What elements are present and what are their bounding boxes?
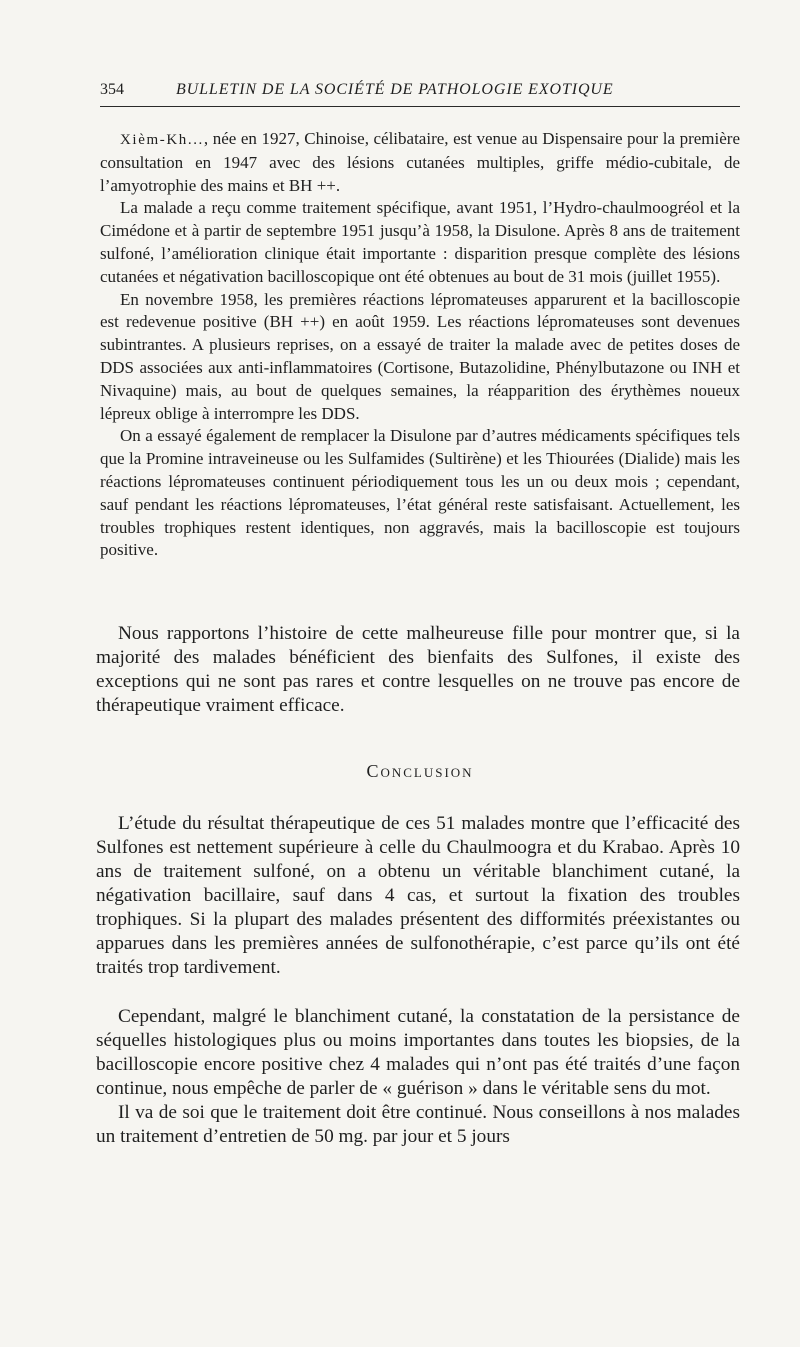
conclusion-paragraph: Il va de soi que le traitement doit être continué. Nous conseillons à nos malades un traitement d’entretien de 50 mg. par jour et 5 jours	[96, 1102, 740, 1147]
journal-title: BULLETIN DE LA SOCIÉTÉ DE PATHOLOGIE EXOTIQUE	[176, 81, 614, 98]
discussion-paragraph: Nous rapportons l’histoire de cette malheureuse fille pour montrer que, si la majorité des malades bénéficient des bienfaits des Sulfones, il existe des exceptions qui ne sont pas rares et contre lesquelles on ne trouve pas encore de thérapeutique vraiment efficace.	[96, 623, 740, 716]
page-number: 354	[100, 81, 124, 98]
header-rule	[100, 106, 740, 107]
case-paragraph: On a essayé également de remplacer la Disulone par d’autres médicaments spécifiques tels que la Promine intraveineuse ou les Sulfamides (Sultirène) et les Thiourées (Dialide) mais les réactions lépromateuses continuent périodiquement tous les un ou deux mois ; cependant, sauf pendant les réactions lépromateuses, l’état général reste satisfaisant. Actuellement, les troubles trophiques restent identiques, non aggravés, mais la bacilloscopie est toujours positive.	[100, 426, 740, 560]
conclusion-paragraph: Cependant, malgré le blanchiment cutané, la constatation de la persistance de séquelles histologiques plus ou moins importantes dans toutes les biopsies, de la bacilloscopie encore positive chez 4 malades qui n’ont pas été traités d’une façon continue, nous empêche de parler de « guérison » dans le véritable sens du mot.	[96, 1006, 740, 1099]
conclusion-body	[96, 812, 740, 980]
case-paragraph	[100, 128, 740, 197]
discussion	[96, 622, 740, 718]
case-paragraph: La malade a reçu comme traitement spécifique, avant 1951, l’Hydro-chaulmoogréol et la Cimédone et à partir de septembre 1951 jusqu’à 1958, la Disulone. Après 8 ans de traitement sulfoné, l’amélioration clinique était importante : disparition presque complète des lésions cutanées et négativation bacilloscopique ont été obtenues au bout de 31 mois (juillet 1955).	[100, 198, 740, 286]
conclusion-paragraph: L’étude du résultat thérapeutique de ces 51 malades montre que l’efficacité des Sulfones est nettement supérieure à celle du Chaulmoogra et du Krabao. Après 10 ans de traitement sulfoné, on a obtenu un véritable blanchiment cutané, la négativation bacillaire, sauf dans 4 cas, et surtout la fixation des troubles trophiques. Si la plupart des malades présentent des difformités préexistantes ou apparues dans les premières années de sulfonothérapie, c’est parce qu’ils ont été traités trop tardivement.	[96, 813, 740, 978]
running-header	[100, 80, 740, 104]
case-paragraph-text: , née en 1927, Chinoise, célibataire, est venue au Dispensaire pour la première consultation en 1947 avec des lésions cutanées multiples, griffe médio-cubitale, de l’amyotrophie des mains et BH ++.	[100, 129, 740, 195]
conclusion-body-continued	[96, 1005, 740, 1149]
case-paragraph: En novembre 1958, les premières réactions lépromateuses apparurent et la bacilloscopie est redevenue positive (BH ++) en août 1959. Les réactions lépromateuses sont devenues subintrantes. A plusieurs reprises, on a essayé de traiter la malade avec de petites doses de DDS associées aux anti-inflammatoires (Cortisone, Butazolidine, Phénylbutazone ou INH et Nivaquine) mais, au bout de quelques semaines, la réapparition des érythèmes noueux lépreux oblige à interrompre les DDS.	[100, 289, 740, 423]
conclusion-heading-text: Conclusion	[366, 761, 474, 781]
conclusion-heading	[100, 761, 740, 782]
patient-name: Xièm-Kh...	[120, 132, 204, 148]
case-report	[100, 128, 740, 562]
